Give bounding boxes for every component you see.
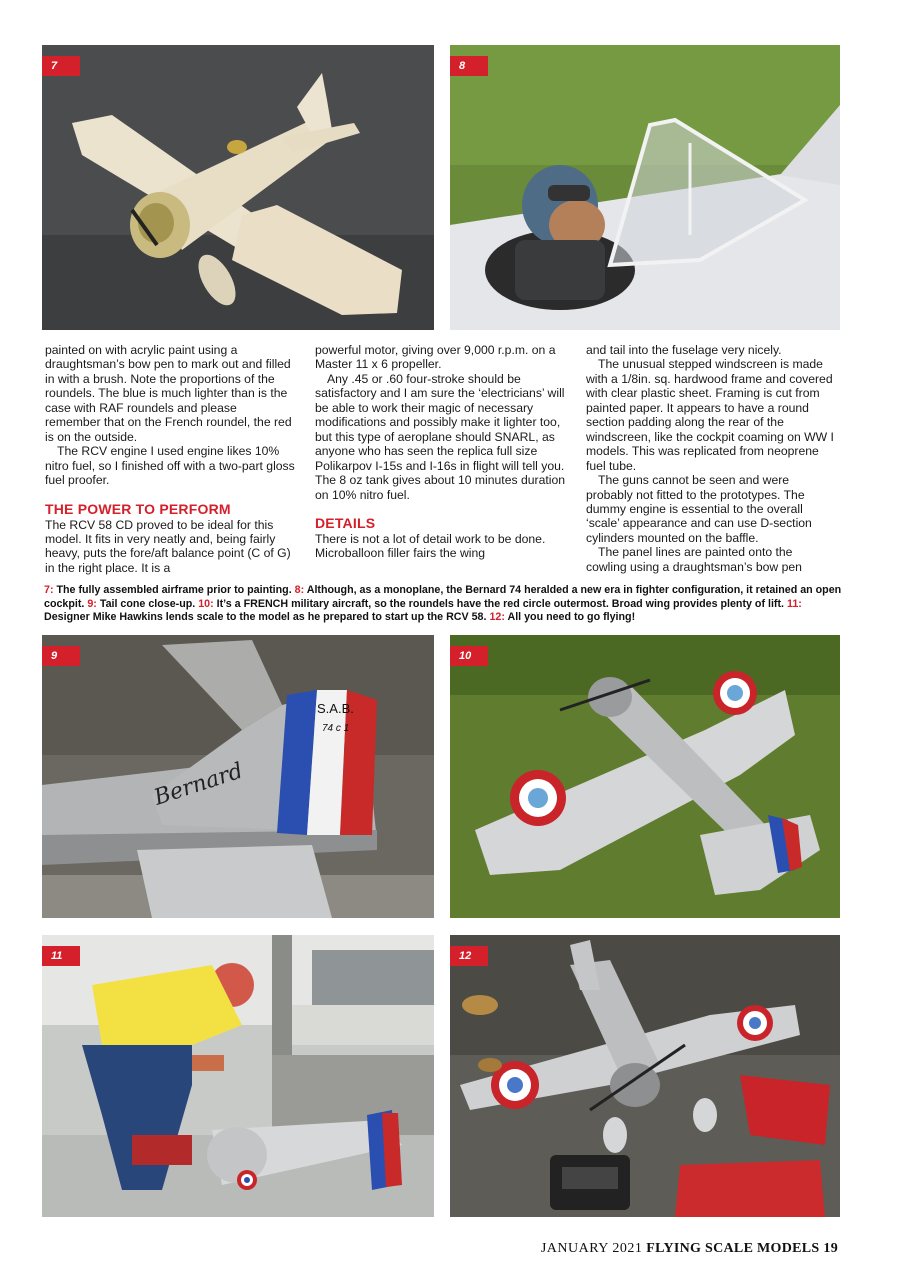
tail-model-text: 74 c 1 [322,723,350,734]
paragraph: and tail into the fuselage very nicely. [586,343,782,357]
photo-number-badge: 12 [450,946,488,966]
photo-number-badge: 9 [42,646,80,666]
paragraph: The unusual stepped windscreen is made with a 1/8in. sq. hardwood frame and covered with clear plastic sheet. Framing is cut from painted paper. It appears to have a round section padding along the rear of the windscreen, like the cockpit coaming on WW I models. This was replicated from neoprene fuel tube. [586,357,834,473]
paragraph: The panel lines are painted onto the cowling using a draughtsman’s bow pen [586,545,802,574]
photo-number-badge: 8 [450,56,488,76]
caption-text: Although, as a monoplane, the Bernard 74 heralded a new era in fighter configuration, it retained an open cockpit. [44,584,842,610]
photo-number-badge: 10 [450,646,488,666]
caption-number: 9: [87,597,97,610]
photo-number-badge: 11 [42,946,80,966]
section-heading: THE POWER TO PERFORM [45,500,231,517]
caption-text: Tail cone close-up. [96,597,199,610]
photo-number-badge: 7 [42,56,80,76]
caption-number: 12: [489,611,505,623]
photo-7 [42,45,434,330]
section-heading: DETAILS [315,514,376,531]
caption-text: It’s a FRENCH military aircraft, so the roundels have the red circle outermost. Broad wing provides plenty of lift. [213,597,787,610]
photo-12 [450,935,840,1217]
paragraph: There is not a lot of detail work to be done. Microballoon filler fairs the wing [315,531,546,561]
page-footer [541,1239,838,1257]
caption-text: Designer Mike Hawkins lends scale to the model as he prepared to start up the RCV 58. [44,611,490,623]
text-column-3 [586,343,836,574]
text-column-1 [45,343,295,575]
caption-text: All you need to go flying! [504,611,636,623]
magazine-title: FLYING SCALE MODELS [646,1241,820,1256]
photo-10 [450,635,840,918]
caption-number: 7: [44,584,54,596]
tail-signature-text: Bernard [151,758,246,811]
tail-code-text: S.A.B. [317,701,354,716]
paragraph: Any .45 or .60 four-stroke should be satisfactory and I am sure the ‘electricians’ will be able to work their magic of necessary modifications and possibly make it lighter too, but this type of aeroplane should SNARL, as anyone who has seen the replica full size Polikarpov I-15s and I-16s in flight will tell you. The 8 oz tank gives about 10 minutes duration on 10% nitro fuel. [315,371,565,502]
photo-11 [42,935,434,1217]
paragraph: The RCV engine I used engine likes 10% nitro fuel, so I finished off with a two-part gloss fuel proofer. [45,444,295,488]
paragraph: painted on with acrylic paint using a draughtsman’s bow pen to mark out and filled in with a brush. Note the proportions of the roundels. The blue is much lighter than is the case with RAF roundels and please remember that on the French roundel, the red is on the outside. [45,343,292,444]
paragraph: The guns cannot be seen and were probably not fitted to the prototypes. The dummy engine is essential to the overall ‘scale’ appearance and can use D-section cylinders mounted on the baffle. [586,473,812,545]
caption-number: 11: [786,597,802,610]
paragraph: powerful motor, giving over 9,000 r.p.m. on a Master 11 x 6 propeller. [315,343,556,372]
caption-text: The fully assembled airframe prior to painting. [53,584,295,596]
text-column-2 [315,343,565,561]
page-number: 19 [823,1241,838,1256]
caption-number: 8: [294,584,305,596]
photo-8 [450,45,840,330]
photo-9 [42,635,434,918]
photo-captions [44,584,844,625]
paragraph: The RCV 58 CD proved to be ideal for this model. It fits in very neatly and, being fairly heavy, puts the fore/aft balance point (C of G) in the right place. It is a [45,517,291,575]
issue-date: JANUARY 2021 [540,1241,643,1256]
caption-number: 10: [198,597,214,610]
